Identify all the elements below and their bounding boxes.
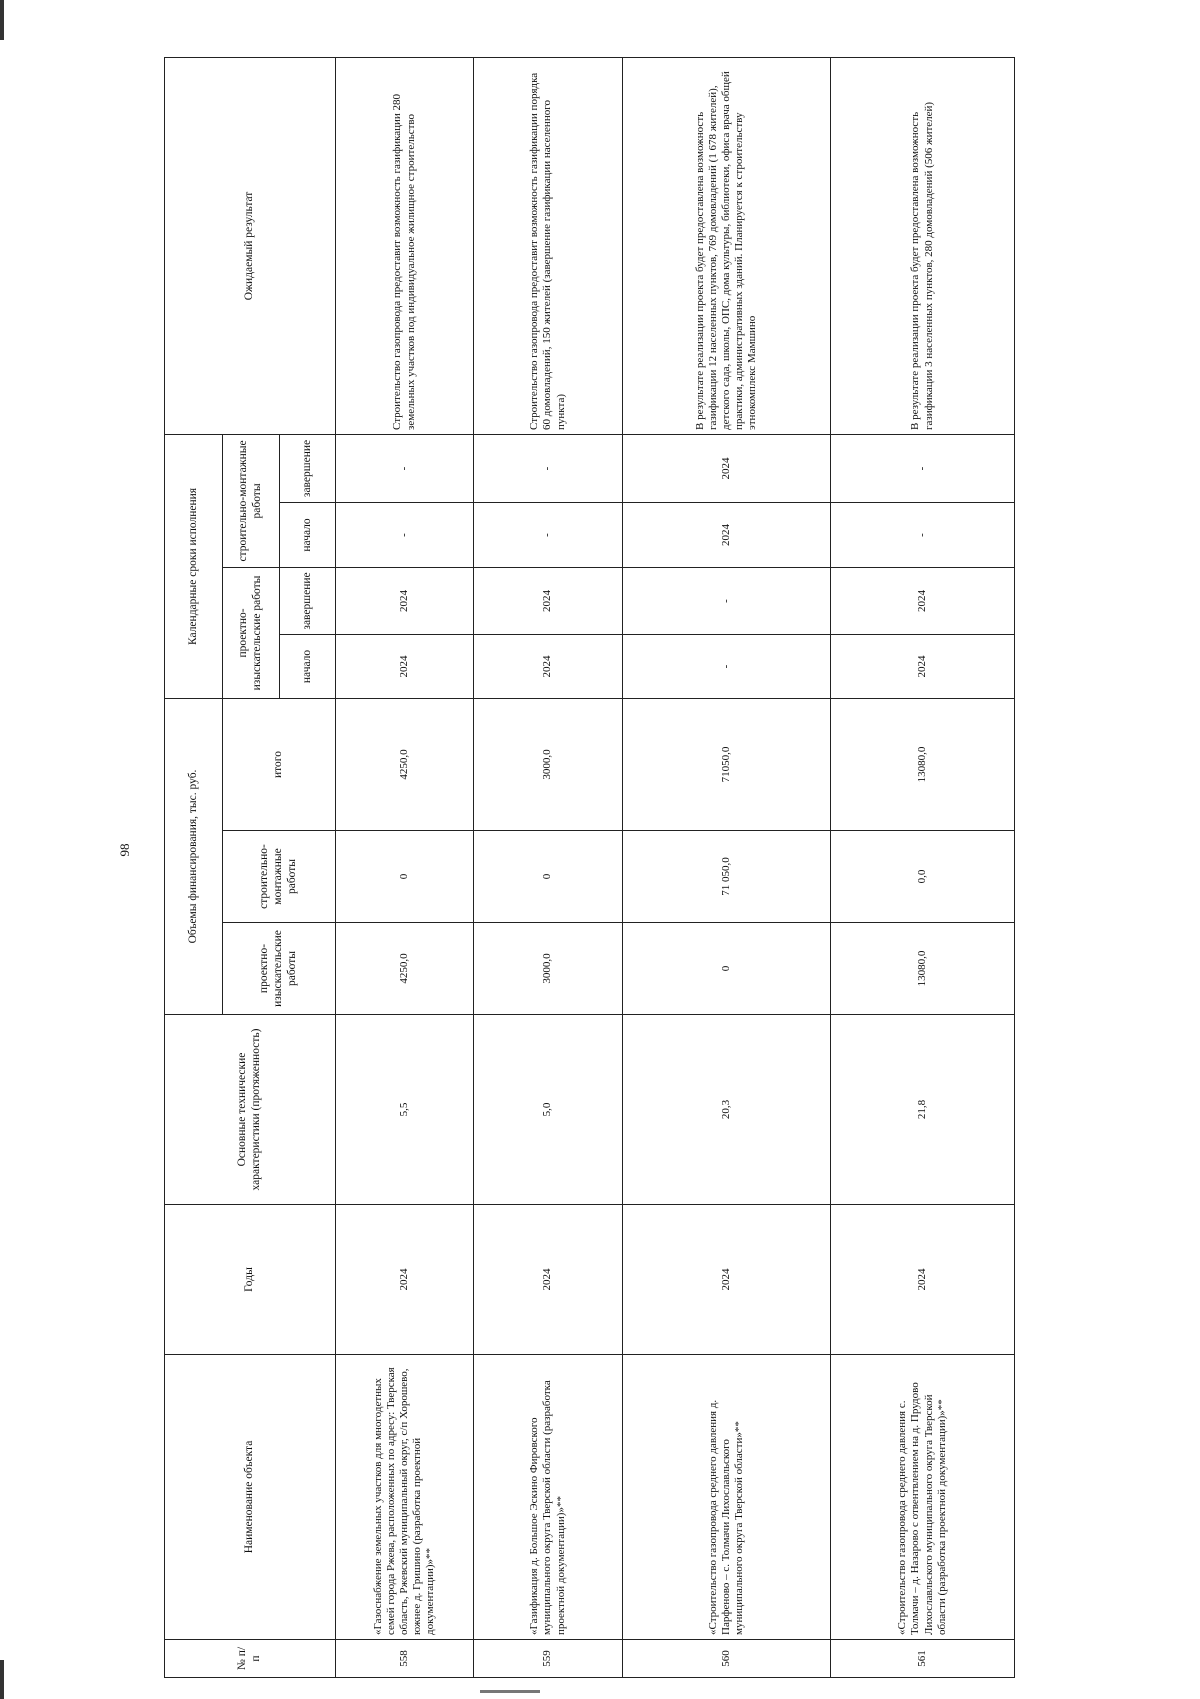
row-tech: 5,0 xyxy=(474,1015,623,1205)
fin-design: 3000,0 xyxy=(474,923,623,1015)
row-year: 2024 xyxy=(474,1205,623,1355)
design-start: 2024 xyxy=(474,634,623,698)
table-row xyxy=(831,57,1015,1677)
row-num: 560 xyxy=(623,1640,831,1678)
design-end: 2024 xyxy=(831,567,1015,634)
row-num: 558 xyxy=(336,1640,474,1678)
constr-end: - xyxy=(831,434,1015,502)
table-row xyxy=(474,57,623,1677)
row-year: 2024 xyxy=(336,1205,474,1355)
page-number: 98 xyxy=(117,843,132,857)
header-fin-construction: строительно-монтажные работы xyxy=(223,831,336,923)
constr-start: - xyxy=(831,502,1015,567)
expected-result: В результате реализации проекта будет предоставлена возможность газификации 12 населенных пунктов, 769 домовладений (1 678 жителей), детского сада, школы, ОПС, дома культуры, библиотеки, офиса врача общей практики, административных зданий. Планируется к строительству этнокомплекс Мамшино xyxy=(623,57,831,434)
constr-start: 2024 xyxy=(623,502,831,567)
row-num: 559 xyxy=(474,1640,623,1678)
fin-design: 0 xyxy=(623,923,831,1015)
object-name: «Газоснабжение земельных участков для многодетных семей города Ржева, расположенных по адресу: Тверская область, Ржевский муниципальный округ, с/п Хорошево, южнее д. Гришино (разработка проектной документации)»** xyxy=(336,1355,474,1640)
header-result: Ожидаемый результат xyxy=(165,57,336,434)
row-tech: 21,8 xyxy=(831,1015,1015,1205)
header-name: Наименование объекта xyxy=(165,1355,336,1640)
header-constr-start: начало xyxy=(280,502,336,567)
design-start: 2024 xyxy=(831,634,1015,698)
header-fin-total: итого xyxy=(223,698,336,830)
fin-total: 71050,0 xyxy=(623,698,831,830)
object-name: «Газификация д. Большое Эскино Фировского муниципального округа Тверской области (разработка проектной документации)»** xyxy=(474,1355,623,1640)
expected-result: Строительство газопровода предоставит возможность газификации порядка 60 домовладений, 150 жителей (завершение газификации населенного пункта) xyxy=(474,57,623,434)
fin-construction: 0,0 xyxy=(831,831,1015,923)
fin-construction: 71 050,0 xyxy=(623,831,831,923)
row-year: 2024 xyxy=(831,1205,1015,1355)
header-cal-design: проектно-изыскательские работы xyxy=(223,567,280,698)
header-years: Годы xyxy=(165,1205,336,1355)
fin-design: 4250,0 xyxy=(336,923,474,1015)
design-start: - xyxy=(623,634,831,698)
fin-construction: 0 xyxy=(474,831,623,923)
constr-end: - xyxy=(474,434,623,502)
constr-end: 2024 xyxy=(623,434,831,502)
fin-total: 3000,0 xyxy=(474,698,623,830)
constr-start: - xyxy=(474,502,623,567)
design-start: 2024 xyxy=(336,634,474,698)
table-row xyxy=(336,57,474,1677)
fin-design: 13080,0 xyxy=(831,923,1015,1015)
header-finance-group: Объемы финансирования, тыс. руб. xyxy=(165,698,223,1014)
expected-result: Строительство газопровода предоставит возможность газификации 280 земельных участков под индивидуальное жилищное строительство xyxy=(336,57,474,434)
table-container xyxy=(164,58,1014,1678)
header-cal-construction: строительно-монтажные работы xyxy=(223,434,280,567)
gasification-objects-table xyxy=(164,57,1015,1678)
header-design-start: начало xyxy=(280,634,336,698)
table-row xyxy=(623,57,831,1677)
row-year: 2024 xyxy=(623,1205,831,1355)
header-tech: Основные технические характеристики (протяженность) xyxy=(165,1015,336,1205)
object-name: «Строительство газопровода среднего давления д. Парфеново – с. Толмачи Лихославльского муниципального округа Тверской области»** xyxy=(623,1355,831,1640)
scan-edge-mark xyxy=(0,0,4,1699)
row-tech: 20,3 xyxy=(623,1015,831,1205)
constr-end: - xyxy=(336,434,474,502)
rotated-table-frame xyxy=(164,58,1014,1678)
fin-total: 13080,0 xyxy=(831,698,1015,830)
header-num: № п/п xyxy=(165,1640,336,1678)
expected-result: В результате реализации проекта будет предоставлена возможность газификации 3 населенных пунктов, 280 домовладений (506 жителей) xyxy=(831,57,1015,434)
design-end: - xyxy=(623,567,831,634)
header-constr-end: завершение xyxy=(280,434,336,502)
header-design-end: завершение xyxy=(280,567,336,634)
design-end: 2024 xyxy=(474,567,623,634)
object-name: «Строительство газопровода среднего давления с. Толмачи – д. Назарово с отвентвлением на д. Прудово Лихославльского муниципального округа Тверской области (разработка проектной документации)»** xyxy=(831,1355,1015,1640)
header-fin-design: проектно-изыскательские работы xyxy=(223,923,336,1015)
row-tech: 5,5 xyxy=(336,1015,474,1205)
header-row-1 xyxy=(165,57,223,1677)
fin-construction: 0 xyxy=(336,831,474,923)
fin-total: 4250,0 xyxy=(336,698,474,830)
design-end: 2024 xyxy=(336,567,474,634)
constr-start: - xyxy=(336,502,474,567)
row-num: 561 xyxy=(831,1640,1015,1678)
scan-artifact xyxy=(480,1690,540,1693)
header-calendar-group: Календарные сроки исполнения xyxy=(165,434,223,698)
